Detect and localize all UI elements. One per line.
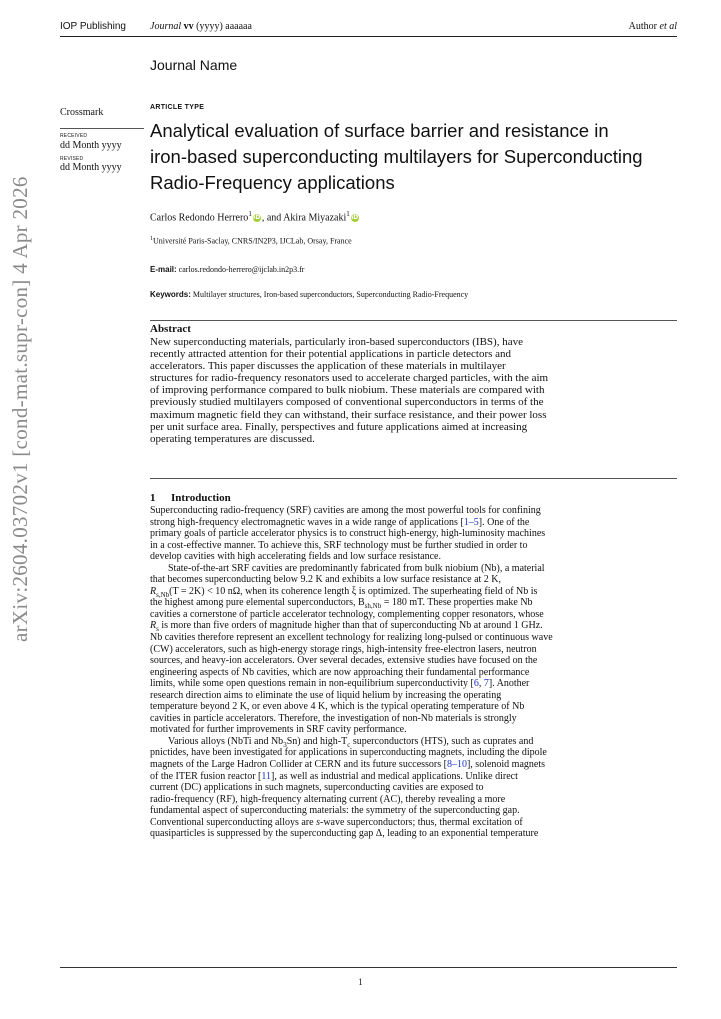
body-line: current (DC) applications in such magnets, superconducting cavities are exposed to <box>150 782 484 794</box>
article-type: ARTICLE TYPE <box>150 104 205 111</box>
abstract-top-rule <box>150 320 677 321</box>
received-label: RECEIVED <box>60 133 88 139</box>
text-run: superconductors (HTS), such as cuprates and <box>350 735 534 747</box>
math-subscript: s,Nb <box>156 590 170 599</box>
publisher-name: IOP Publishing <box>60 21 126 32</box>
text-run: magnets of the Large Hadron Collider at CERN and its future successors [ <box>150 759 447 771</box>
body-line: in a cost-effective manner. To achieve this, SRF technology must be further studied in order to <box>150 539 528 551</box>
affiliation <box>150 236 352 246</box>
text-run: the highest among pure elemental superconductors, B <box>150 597 365 609</box>
abstract-line: accelerators. This paper discusses the application of these materials in multilayer <box>150 360 506 373</box>
text-run: ], as well as industrial and medical applications. Unlike direct <box>271 770 518 782</box>
running-author <box>629 21 677 32</box>
abstract-body <box>150 336 677 445</box>
orcid-icon[interactable]: iD <box>253 214 261 222</box>
author-prefix: Author <box>628 21 657 32</box>
text-run: = 180 mT. These properties make Nb <box>381 597 533 609</box>
text-run: ]. One of the <box>478 516 530 528</box>
body-line <box>150 586 677 598</box>
body-line <box>150 771 677 783</box>
abstract-line: previously studied multilayers composed of conventional superconductors in terms of the <box>150 396 544 409</box>
math-subscript: 3 <box>283 740 287 749</box>
body-line: cavities in particle accelerators. Therefore, the investigation of non-Nb materials is strongly <box>150 712 517 724</box>
text-run: limits, while some open questions remain in non-equilibrium superconductivity [ <box>150 678 474 690</box>
body-line <box>150 759 677 771</box>
keywords-label: Keywords: <box>150 290 191 299</box>
abstract-line: of improving performance compared to bulk niobium. These materials are compared with <box>150 384 545 397</box>
keywords-line <box>150 290 468 299</box>
crossmark-link[interactable]: Crossmark <box>60 107 104 118</box>
body-line: radio-frequency (RF), high-frequency alternating current (AC), thereby revealing a more <box>150 793 506 805</box>
sidebar-rule <box>60 128 144 129</box>
body-line <box>150 620 677 632</box>
abstract-line: per unit surface area. Finally, perspectives and future applications aimed at increasing <box>150 420 528 433</box>
text-run: Sn) and high-T <box>286 735 348 747</box>
body-line <box>150 597 677 609</box>
email-address[interactable]: carlos.redondo-herrero@ijclab.in2p3.fr <box>178 265 305 274</box>
section-number: 1 <box>150 492 156 504</box>
abstract-line: recently attracted attention for their potential applications in particle detectors and <box>150 348 512 361</box>
body-line: primary goals of particle accelerator physics is to construct high-energy, high-luminosity machines <box>150 528 546 540</box>
text-run: strong high-frequency electromagnetic waves in a wide range of applications [ <box>150 516 464 528</box>
text-run: ], solenoid magnets <box>466 759 546 771</box>
body-line: fundamental aspect of superconducting materials: the symmetry of the superconducting gap. <box>150 805 520 817</box>
body-line: develop cavities with high accelerating fields and low surface resistance. <box>150 551 441 563</box>
author-affil-sup: 1 <box>346 210 350 218</box>
revised-label: REVISED <box>60 156 84 162</box>
text-run: (T = 2K) < 10 nΩ, when its coherence length ξ is optimized. The superheating field of Nb is <box>169 585 538 597</box>
author-joiner: , and Akira Miyazaki <box>261 212 347 224</box>
text-run: ]. Another <box>488 678 530 690</box>
author-affil-sup: 1 <box>248 210 252 218</box>
body-line: pnictides, have been investigated for applications in superconducting magnets, including the dipole <box>150 747 547 759</box>
body-line: Superconducting radio-frequency (SRF) cavities are among the most powerful tools for confining <box>150 505 541 516</box>
math-subscript: c <box>347 740 351 749</box>
author-name: Carlos Redondo Herrero <box>150 212 249 224</box>
math-symbol: R <box>150 620 157 632</box>
body-text <box>150 505 677 840</box>
text-run: -wave superconductors; thus, thermal excitation of <box>319 816 523 828</box>
text-run: , <box>478 678 484 690</box>
body-line: research direction aims to eliminate the use of liquid helium by increasing the operating <box>150 689 502 701</box>
abstract-line: structures for radio-frequency resonators used to accelerate charged particles, with the aim <box>150 372 549 385</box>
footer-rule <box>60 967 677 968</box>
math-symbol: R <box>150 585 157 597</box>
email-line <box>150 265 304 274</box>
journal-citation <box>150 21 252 32</box>
abstract-heading: Abstract <box>150 323 191 335</box>
keywords-text: Multilayer structures, Iron-based superconductors, Superconducting Radio-Frequency <box>192 290 469 299</box>
abstract-line: New superconducting materials, particularly iron-based superconductors (IBS), have <box>150 336 523 348</box>
citation-link[interactable]: 6 <box>473 678 479 690</box>
math-subscript: s <box>156 625 159 634</box>
body-line: engineering aspects of Nb cavities, which are now approaching their fundamental performance <box>150 666 530 678</box>
arxiv-identifier-stamp: arXiv:2604.03702v1 [cond-mat.supr-con] 4 Apr 2026 <box>8 176 32 642</box>
abstract-line: maximum magnetic field they can withstand, their surface resistance, and their power loss <box>150 408 547 421</box>
body-line: sources, and heavy-ion accelerators. Over several decades, extensive studies have focused on the <box>150 655 538 667</box>
title-line: iron-based superconducting multilayers for Superconducting <box>150 146 643 167</box>
title-line: Analytical evaluation of surface barrier and resistance in <box>150 120 609 141</box>
body-line: Nb cavities therefore represent an excellent technology for realizing long-pulsed or continuous wave <box>150 632 553 644</box>
body-line <box>150 817 677 829</box>
citation-link[interactable]: 1–5 <box>463 516 479 528</box>
body-line: quasiparticles is suppressed by the superconducting gap Δ, leading to an exponential temperature <box>150 828 539 840</box>
journal-rest: (yyyy) aaaaaa <box>196 21 252 32</box>
text-run: Conventional superconducting alloys are <box>150 816 317 828</box>
revised-date: dd Month yyyy <box>60 162 122 173</box>
journal-prefix: Journal <box>150 21 182 32</box>
page-number: 1 <box>358 977 363 987</box>
paper-title <box>150 118 650 196</box>
author-suffix: et al <box>659 21 677 32</box>
citation-link[interactable]: 7 <box>483 678 489 690</box>
body-line <box>150 736 677 748</box>
body-line <box>150 678 677 690</box>
header-rule <box>60 36 677 37</box>
journal-name: Journal Name <box>150 57 238 73</box>
orcid-icon[interactable]: iD <box>351 214 359 222</box>
journal-volume: vv <box>183 21 194 32</box>
email-label: E-mail: <box>150 265 177 274</box>
body-line: that becomes superconducting below 9.2 K and exhibits a low surface resistance at 2 K, <box>150 574 502 586</box>
abstract-line: operating temperatures are discussed. <box>150 432 315 445</box>
title-line: Radio-Frequency applications <box>150 172 395 193</box>
section-heading <box>150 492 231 504</box>
body-line: (CW) accelerators, such as high-energy storage rings, high-intensity free-electron lasers, neutron <box>150 643 537 655</box>
body-line: State-of-the-art SRF cavities are predominantly fabricated from bulk niobium (Nb), a material <box>168 562 545 574</box>
received-date: dd Month yyyy <box>60 140 122 151</box>
math-subscript: sh,Nb <box>364 602 382 611</box>
text-run: is more than five orders of magnitude higher than that of superconducting Nb at around 1 GHz. <box>158 620 543 632</box>
affiliation-sup: 1 <box>150 236 153 242</box>
citation-link[interactable]: 11 <box>261 770 271 782</box>
body-line: motivated for further improvements in SRF cavity performance. <box>150 724 407 736</box>
author-list <box>150 210 360 223</box>
math-symbol: s <box>316 816 320 828</box>
citation-link[interactable]: 8–10 <box>446 759 467 771</box>
abstract-bottom-rule <box>150 478 677 479</box>
body-line: cavities a cornerstone of particle accelerator technology, complementing copper resonators, whose <box>150 608 544 620</box>
section-title: Introduction <box>171 492 231 504</box>
text-run: of the ITER fusion reactor [ <box>150 770 262 782</box>
body-line <box>150 517 677 529</box>
body-line: temperature beyond 2 K, or even above 4 K, which is the typical operating temperature of Nb <box>150 701 525 713</box>
affiliation-text: Université Paris-Saclay, CNRS/IN2P3, IJCLab, Orsay, France <box>153 236 352 246</box>
text-run: Various alloys (NbTi and Nb <box>168 735 284 747</box>
